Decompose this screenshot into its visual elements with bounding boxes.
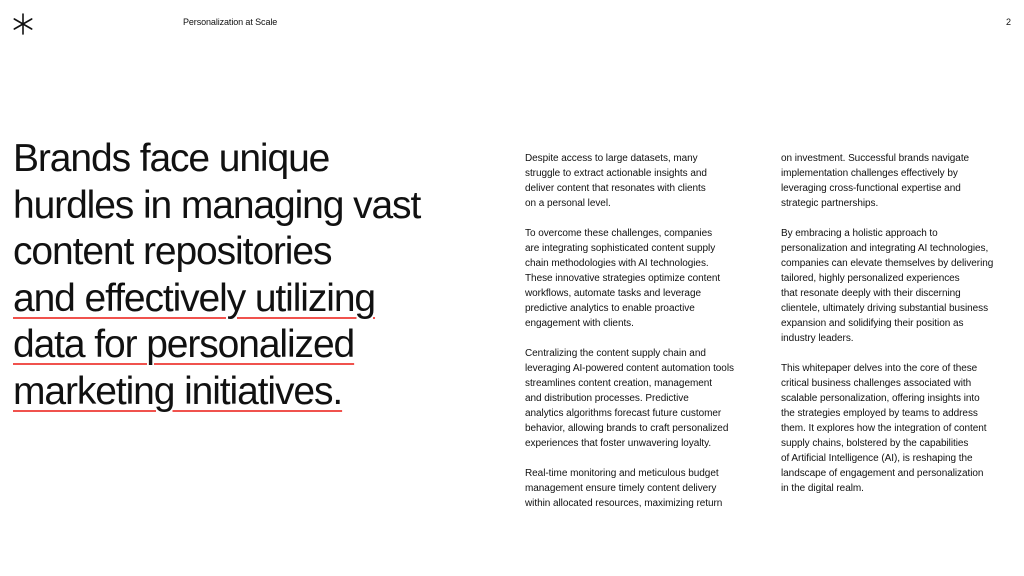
- body-text-line: scalable personalization, offering insights into: [781, 393, 980, 404]
- body-paragraph: [781, 151, 1021, 211]
- body-text-line: tailored, highly personalized experiences: [781, 273, 960, 284]
- body-text-line: of Artificial Intelligence (AI), is reshaping the: [781, 453, 973, 464]
- body-text-line: personalization and integrating AI technologies,: [781, 243, 989, 254]
- body-text-line: workflows, automate tasks and leverage: [525, 288, 701, 299]
- body-paragraph: [781, 226, 1021, 346]
- body-text-line: on a personal level.: [525, 198, 611, 209]
- body-paragraph: [525, 226, 765, 331]
- body-text-line: within allocated resources, maximizing return: [525, 498, 723, 509]
- body-text-line: in the digital realm.: [781, 483, 864, 494]
- body-text-line: and distribution processes. Predictive: [525, 393, 689, 404]
- body-text-line: These innovative strategies optimize content: [525, 273, 721, 284]
- body-text-line: struggle to extract actionable insights and: [525, 168, 707, 179]
- body-text-line: chain methodologies with AI technologies.: [525, 258, 709, 269]
- body-text-line: the strategies employed by teams to address: [781, 408, 978, 419]
- body-text-line: By embracing a holistic approach to: [781, 228, 938, 239]
- headline-highlight: and effectively utilizing: [13, 276, 376, 320]
- body-text-line: streamlines content creation, management: [525, 378, 712, 389]
- body-text-line: Real-time monitoring and meticulous budget: [525, 468, 719, 479]
- body-column-left: [525, 151, 765, 526]
- body-text-line: predictive analytics to enable proactive: [525, 303, 695, 314]
- body-paragraph: [525, 466, 765, 511]
- body-text-line: critical business challenges associated with: [781, 378, 972, 389]
- headline: [13, 136, 483, 415]
- body-text-line: experiences that foster unwavering loyalty.: [525, 438, 712, 449]
- body-text-line: strategic partnerships.: [781, 198, 879, 209]
- body-text-line: industry leaders.: [781, 333, 854, 344]
- body-text-line: deliver content that resonates with clients: [525, 183, 706, 194]
- headline-line-highlighted: [13, 369, 483, 416]
- body-text-line: To overcome these challenges, companies: [525, 228, 713, 239]
- headline-highlight: marketing initiatives.: [13, 369, 343, 413]
- body-text-line: landscape of engagement and personalization: [781, 468, 984, 479]
- body-text-line: implementation challenges effectively by: [781, 168, 958, 179]
- body-text-line: This whitepaper delves into the core of these: [781, 363, 978, 374]
- body-text-line: engagement with clients.: [525, 318, 634, 329]
- headline-line: Brands face unique: [13, 137, 330, 180]
- body-text-line: analytics algorithms forecast future customer: [525, 408, 722, 419]
- body-text-line: management ensure timely content delivery: [525, 483, 717, 494]
- asterisk-icon: [12, 13, 34, 35]
- page-number: 2: [1005, 17, 1011, 27]
- body-text-line: are integrating sophisticated content supply: [525, 243, 716, 254]
- body-text-line: expansion and solidifying their position as: [781, 318, 964, 329]
- body-text-line: them. It explores how the integration of content: [781, 423, 987, 434]
- body-text-line: on investment. Successful brands navigate: [781, 153, 970, 164]
- body-text-line: leveraging AI-powered content automation tools: [525, 363, 734, 374]
- body-paragraph: [525, 151, 765, 211]
- body-text-line: supply chains, bolstered by the capabilities: [781, 438, 969, 449]
- body-column-right: [781, 151, 1021, 511]
- headline-line: content repositories: [13, 230, 332, 273]
- headline-line-highlighted: [13, 276, 483, 323]
- body-text-line: leveraging cross-functional expertise and: [781, 183, 961, 194]
- body-text-line: Despite access to large datasets, many: [525, 153, 698, 164]
- headline-line-highlighted: [13, 322, 483, 369]
- body-text-line: that resonate deeply with their discerning: [781, 288, 961, 299]
- body-paragraph: [525, 346, 765, 451]
- body-paragraph: [781, 361, 1021, 496]
- headline-highlight: data for personalized: [13, 323, 355, 366]
- body-text-line: companies can elevate themselves by delivering: [781, 258, 994, 269]
- body-text-line: behavior, allowing brands to craft personalized: [525, 423, 729, 434]
- body-text-line: clientele, ultimately driving substantial business: [781, 303, 989, 314]
- body-text-line: Centralizing the content supply chain and: [525, 348, 706, 359]
- headline-line: hurdles in managing vast: [13, 183, 421, 227]
- document-title: Personalization at Scale: [183, 17, 278, 27]
